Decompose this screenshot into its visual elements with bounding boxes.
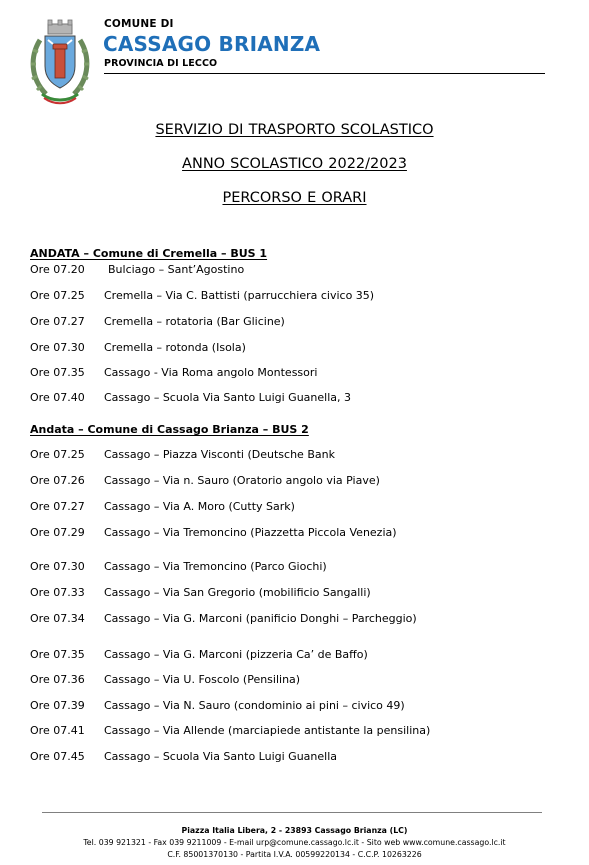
route-title: PERCORSO E ORARI <box>222 190 367 206</box>
stop-time: Ore 07.40 <box>30 391 85 404</box>
stop-place: Cremella – Via C. Battisti (parrucchiera civico 35) <box>104 289 375 302</box>
stop-time: Ore 07.36 <box>30 673 85 686</box>
municipal-coat-of-arms-icon <box>28 18 92 106</box>
stop-place: Cassago – Scuola Via Santo Luigi Guanella <box>104 750 337 763</box>
stop-time: Ore 07.30 <box>30 560 85 573</box>
stop-place: Cassago – Via N. Sauro (condominio ai pini – civico 49) <box>104 699 405 712</box>
stop-time: Ore 07.25 <box>30 289 85 302</box>
stop-place: Cassago – Via San Gregorio (mobilificio Sangalli) <box>104 586 371 599</box>
stop-place: Cremella – rotatoria (Bar Glicine) <box>104 315 285 328</box>
stop-place: Cassago – Via G. Marconi (panificio Donghi – Parcheggio) <box>104 612 417 625</box>
stop-place: Bulciago – Sant’Agostino <box>108 263 245 276</box>
stop-time: Ore 07.33 <box>30 586 85 599</box>
stop-place: Cassago - Via Roma angolo Montessori <box>104 366 318 379</box>
stop-time: Ore 07.34 <box>30 612 85 625</box>
stop-time: Ore 07.27 <box>30 315 85 328</box>
section-heading-bus1: ANDATA – Comune di Cremella – BUS 1 <box>30 247 268 260</box>
stop-place: Cremella – rotonda (Isola) <box>104 341 246 354</box>
stop-place: Cassago – Scuola Via Santo Luigi Guanella, 3 <box>104 391 351 404</box>
header-city-name: CASSAGO BRIANZA <box>103 32 321 56</box>
stop-place: Cassago – Via Tremoncino (Piazzetta Piccola Venezia) <box>104 526 397 539</box>
school-year-title: ANNO SCOLASTICO 2022/2023 <box>182 156 407 172</box>
stop-time: Ore 07.39 <box>30 699 85 712</box>
stop-place: Cassago – Via n. Sauro (Oratorio angolo via Piave) <box>104 474 380 487</box>
stop-time: Ore 07.25 <box>30 448 85 461</box>
footer-fiscal: C.F. 85001370130 - Partita I.V.A. 00599220134 - C.C.P. 10263226 <box>167 850 422 859</box>
document-title: SERVIZIO DI TRASPORTO SCOLASTICO <box>155 122 434 138</box>
stop-time: Ore 07.35 <box>30 648 85 661</box>
header-divider <box>104 73 545 74</box>
footer-contacts: Tel. 039 921321 - Fax 039 9211009 - E-mail urp@comune.cassago.lc.it - Sito web www.comune.cassago.lc.it <box>83 838 506 847</box>
header-comune-label: COMUNE DI <box>104 18 174 30</box>
stop-place: Cassago – Via Tremoncino (Parco Giochi) <box>104 560 327 573</box>
stop-time: Ore 07.26 <box>30 474 85 487</box>
stop-time: Ore 07.30 <box>30 341 85 354</box>
stop-place: Cassago – Via Allende (marciapiede antistante la pensilina) <box>104 724 431 737</box>
footer-address: Piazza Italia Libera, 2 - 23893 Cassago Brianza (LC) <box>181 826 408 835</box>
stop-time: Ore 07.41 <box>30 724 85 737</box>
section-heading-bus2: Andata – Comune di Cassago Brianza – BUS 2 <box>30 423 309 436</box>
stop-time: Ore 07.27 <box>30 500 85 513</box>
stop-time: Ore 07.35 <box>30 366 85 379</box>
stop-place: Cassago – Via G. Marconi (pizzeria Ca’ de Baffo) <box>104 648 368 661</box>
stop-place: Cassago – Piazza Visconti (Deutsche Bank <box>104 448 335 461</box>
stop-place: Cassago – Via A. Moro (Cutty Sark) <box>104 500 295 513</box>
stop-time: Ore 07.29 <box>30 526 85 539</box>
stop-time: Ore 07.20 <box>30 263 85 276</box>
stop-time: Ore 07.45 <box>30 750 85 763</box>
footer-divider <box>42 812 542 813</box>
header-province: PROVINCIA DI LECCO <box>104 58 218 69</box>
stop-place: Cassago – Via U. Foscolo (Pensilina) <box>104 673 301 686</box>
